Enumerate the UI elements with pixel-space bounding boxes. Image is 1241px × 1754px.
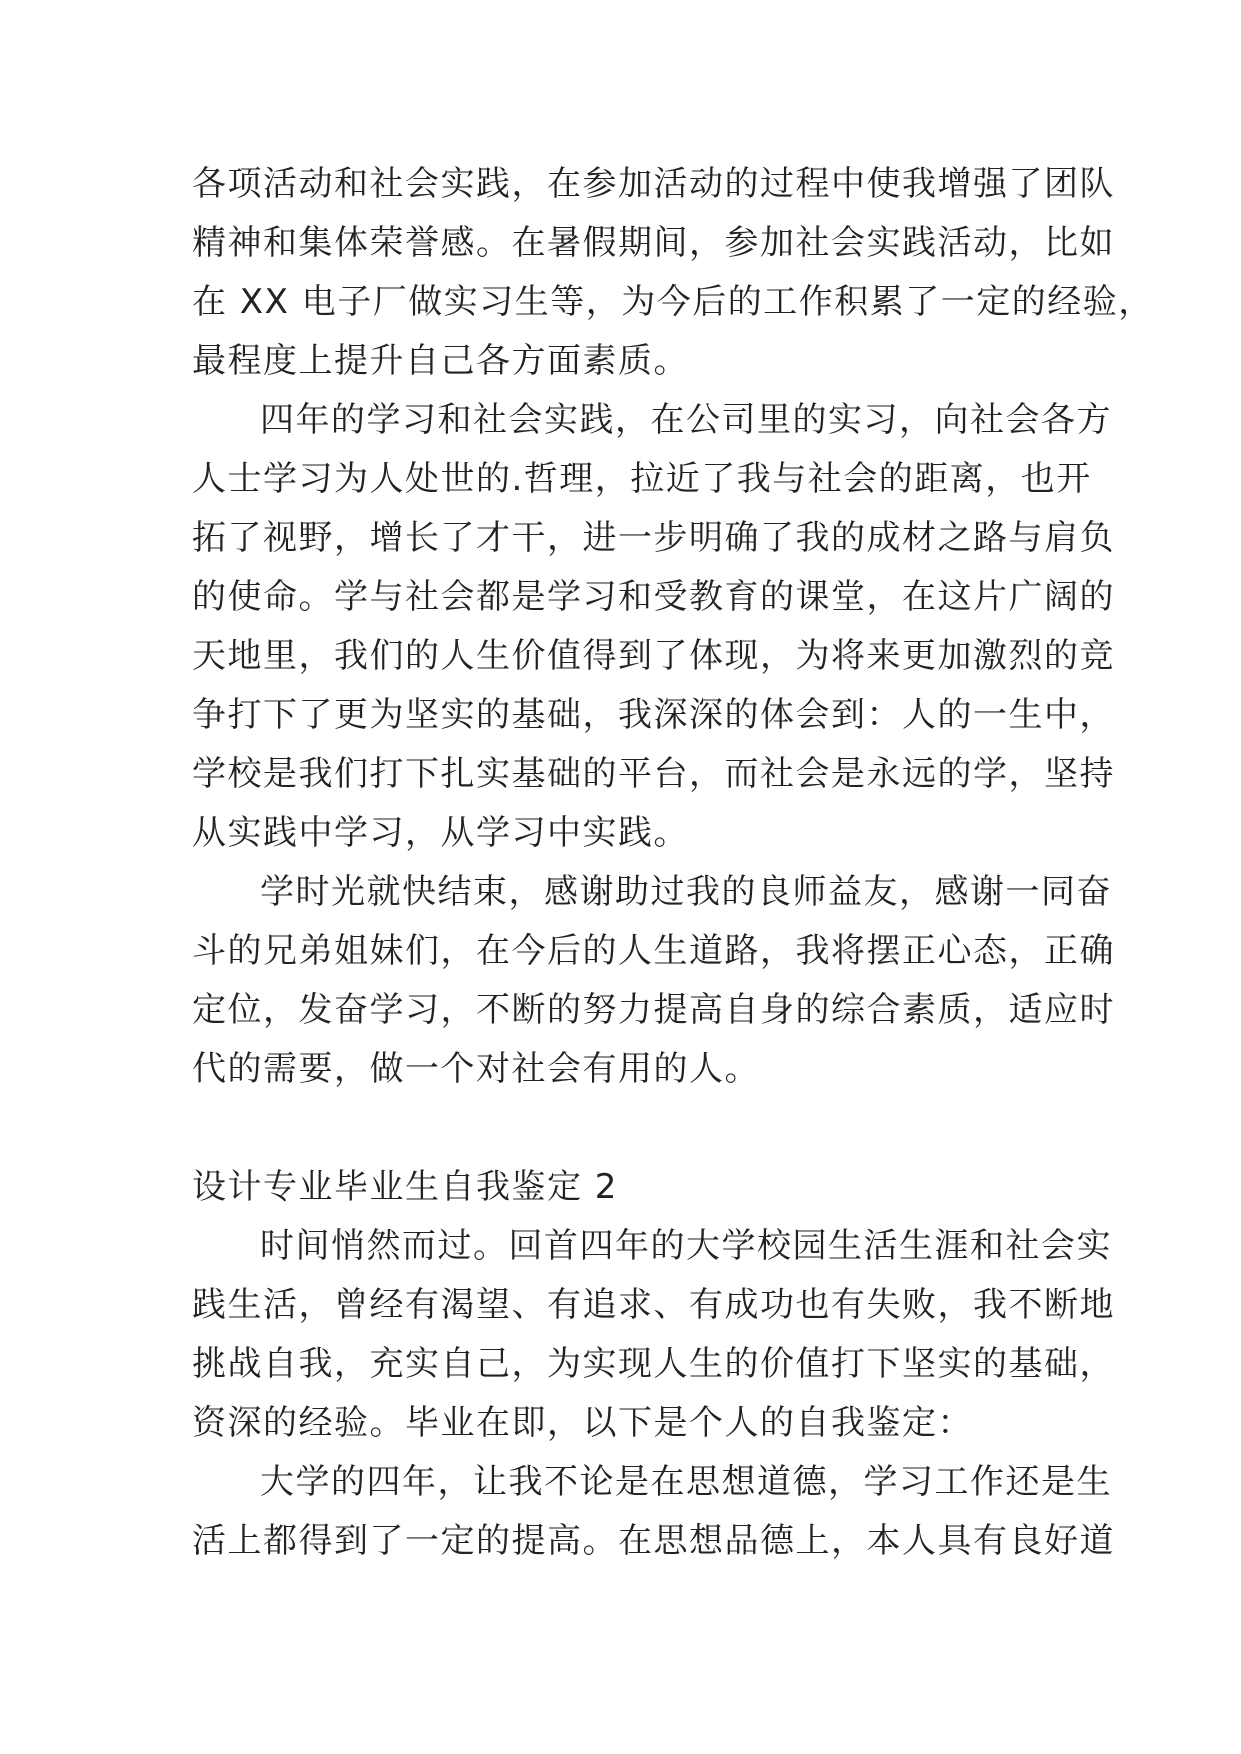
- text-line: 学时光就快结束，感谢助过我的良师益友，感谢一同奋: [260, 872, 1112, 912]
- text-line: 天地里，我们的人生价值得到了体现，为将来更加激烈的竞: [192, 636, 1115, 676]
- text-line: 时间悄然而过。回首四年的大学校园生活生涯和社会实: [260, 1226, 1112, 1266]
- document-body: [192, 155, 1154, 1571]
- text-line: 活上都得到了一定的提高。在思想品德上，本人具有良好道: [192, 1521, 1115, 1561]
- paragraph-4: [192, 1217, 1115, 1453]
- text-line: 挑战自我，充实自己，为实现人生的价值打下坚实的基础，: [192, 1344, 1115, 1384]
- text-line: 从实践中学习，从学习中实践。: [192, 813, 689, 853]
- paragraph-3: [192, 863, 1115, 1099]
- text-line: 践生活，曾经有渴望、有追求、有成功也有失败，我不断地: [192, 1285, 1115, 1325]
- paragraph-spacer: [192, 1099, 1072, 1158]
- paragraph-5: [192, 1453, 1115, 1571]
- text-line: 代的需要，做一个对社会有用的人。: [192, 1049, 760, 1089]
- text-line: 各项活动和社会实践，在参加活动的过程中使我增强了团队: [192, 164, 1115, 204]
- paragraph-1: [192, 155, 1154, 391]
- text-line: 四年的学习和社会实践，在公司里的实习，向社会各方: [260, 400, 1112, 440]
- text-line: 在 XX 电子厂做实习生等，为今后的工作积累了一定的经验，: [192, 282, 1154, 322]
- text-line: 大学的四年，让我不论是在思想道德，学习工作还是生: [260, 1462, 1112, 1502]
- text-line: 争打下了更为坚实的基础，我深深的体会到：人的一生中，: [192, 695, 1115, 735]
- text-line: 斗的兄弟姐妹们，在今后的人生道路，我将摆正心态，正确: [192, 931, 1115, 971]
- section-heading: 设计专业毕业生自我鉴定 2: [192, 1167, 618, 1207]
- text-line: 精神和集体荣誉感。在暑假期间，参加社会实践活动，比如: [192, 223, 1115, 263]
- paragraph-2: [192, 391, 1115, 863]
- text-line: 定位，发奋学习，不断的努力提高自身的综合素质，适应时: [192, 990, 1115, 1030]
- text-line: 学校是我们打下扎实基础的平台，而社会是永远的学，坚持: [192, 754, 1115, 794]
- text-line: 最程度上提升自己各方面素质。: [192, 341, 689, 381]
- text-line: 人士学习为人处世的.哲理，拉近了我与社会的距离，也开: [192, 459, 1092, 499]
- text-line: 的使命。学与社会都是学习和受教育的课堂，在这片广阔的: [192, 577, 1115, 617]
- text-line: 资深的经验。毕业在即，以下是个人的自我鉴定：: [192, 1403, 973, 1443]
- text-line: 拓了视野，增长了才干，进一步明确了我的成材之路与肩负: [192, 518, 1115, 558]
